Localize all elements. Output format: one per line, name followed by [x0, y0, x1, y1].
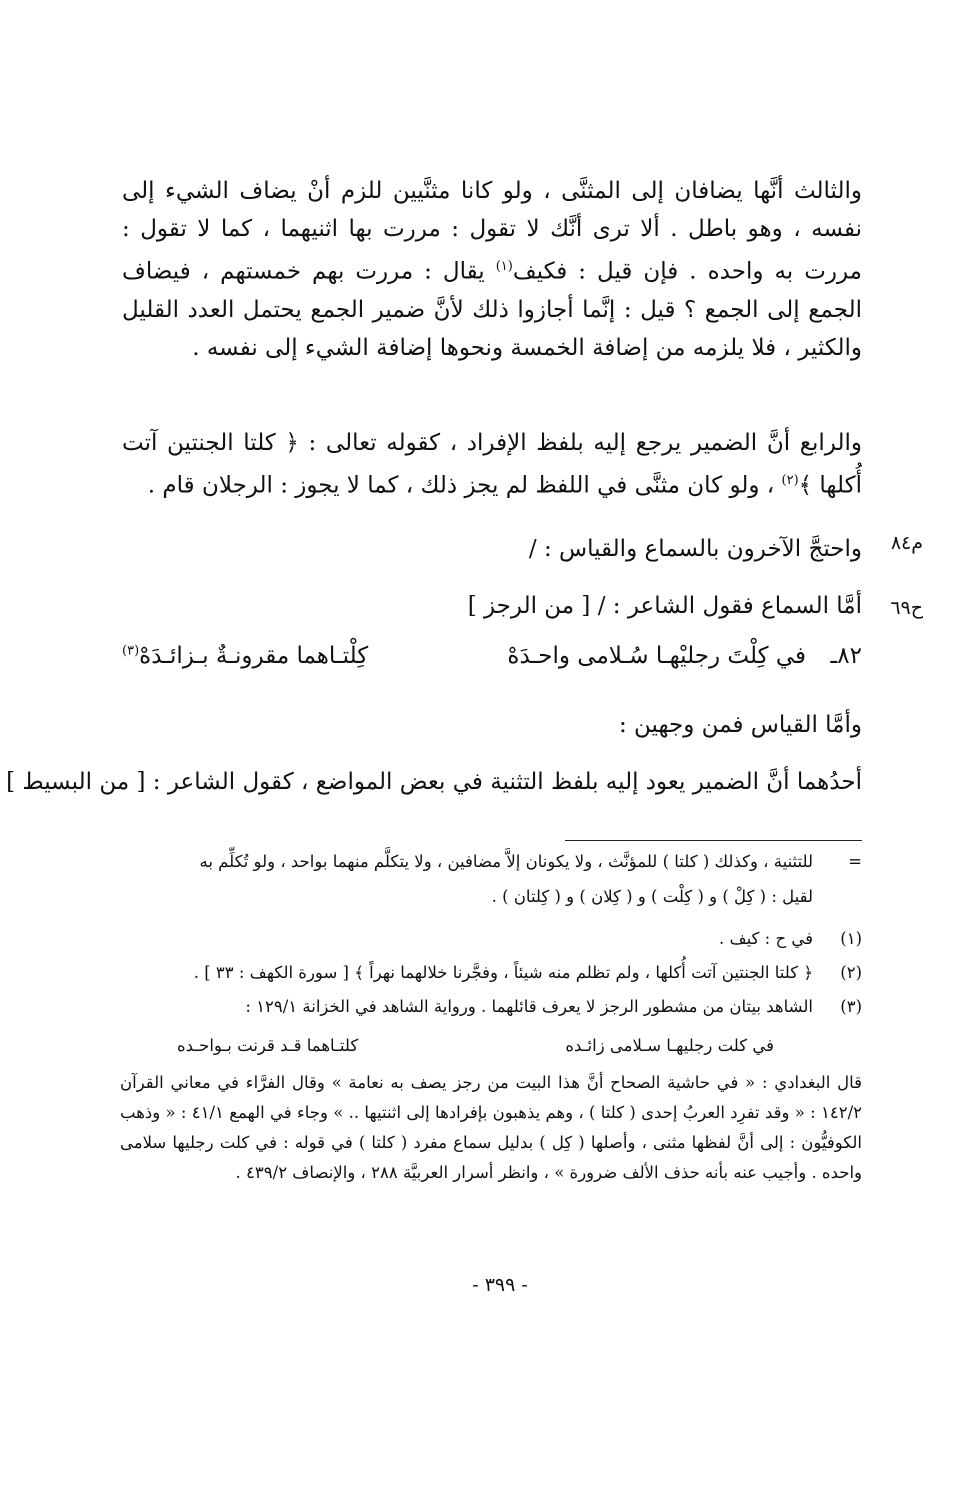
footnote-divider	[565, 840, 862, 841]
footnote-commentary: قال البغدادي : « في حاشية الصحاح أنَّ هذا البيت من رجز يصف به نعامة » وقال الفرَّاء في معاني القرآن ١٤٢/٢ : « وقد تفرِد العربُ إحدى ( كلتا ) ، وهم يذهبون بإفرادها إلى اثنتيها .. » وجاء في الهمع ٤١/١ : « وذهب الكوفيُّون : إلى أنَّ لفظها مثنى ، وأصلها ( كِل ) بدليل سماع مفرد ( كلتا ) في قوله : في كلت رجليها سلامى واحده . وأجيب عنه بأنه حذف الألف ضرورة » ، وانظر أسرار العربيَّة ٢٨٨ ، والإنصاف ٤٣٩/٢ .	[120, 1073, 862, 1182]
footnote-text-2: ﴿ كلتا الجنتين آتت أُكلها ، ولم تظلم منه شيئاً ، وفجَّرنا خلالهما نهراً ﴾ [ سورة الكهف : ٣٣ ] .	[193, 963, 813, 982]
footnote-number-2: (٢)	[840, 963, 862, 982]
paragraph-text: والرابع أنَّ الضمير يرجع إليه بلفظ الإفراد ، كقوله تعالى : ﴿ كلتا الجنتين آتت أُكلها ﴾	[122, 430, 862, 499]
text-line-others-argued: واحتجَّ الآخرون بالسماع والقياس : /	[528, 536, 862, 562]
paragraph-text-cont: يقال : مررت بهم خمستهم ، فيضاف الجمع إلى الجمع ؟ قيل : إنَّما أجازوا ذلك لأنَّ ضمير الجمع يحتمل العدد القليل والكثير ، فلا يلزمه من إضافة الخمسة ونحوها إضافة الشيء إلى نفسه .	[122, 258, 862, 361]
footnote-continuation-line: للتثنية ، وكذلك ( كلتا ) للمؤنَّث ، ولا يكونان إلاَّ مضافين ، ولا يتكلَّم منهما بواحد ، ولو تُكلِّم به	[199, 852, 813, 871]
verse-second-hemistich-text: كِلْتـاهما مقرونـةٌ بـزائـدَهْ	[139, 643, 369, 669]
margin-ref-m84: م٨٤	[890, 532, 923, 554]
footnote-number-3: (٣)	[840, 997, 862, 1016]
text-line-hearing: أمَّا السماع فقول الشاعر : / [ من الرجز ]	[467, 593, 862, 619]
page-number: - ٣٩٩ -	[472, 1274, 528, 1296]
verse-first-hemistich: في كِلْتَ رجليْهـا سُـلامى واحـدَهْ	[507, 643, 806, 669]
paragraph-text-cont: ، ولو كان مثنَّى في اللفظ لم يجز ذلك ، كما لا يجوز : الرجلان قام .	[147, 472, 775, 499]
footnote-continuation-marker: =	[848, 852, 862, 871]
footnote-ref-1: (١)	[495, 259, 513, 274]
paragraph-text: والثالث أنَّها يضافان إلى المثنَّى ، ولو كانا مثنَّيين للزم أنْ يضاف الشيء إلى نفسه ، وهو باطل . ألا ترى أنَّك لا تقول : مررت بها اثنيهما ، كما لا تقول : مررت به واحده . فإن قيل : فكيف	[122, 178, 862, 285]
paragraph-fourth-argument	[122, 424, 862, 505]
footnote-text-1: في ح : كيف .	[719, 929, 813, 948]
paragraph-third-argument	[122, 172, 862, 367]
text-line-first-aspect: أحدُهما أنَّ الضمير يعود إليه بلفظ التثنية في بعض المواضع ، كقول الشاعر : [ من البسيط ]	[6, 769, 862, 795]
footnote-number-1: (١)	[840, 929, 862, 948]
margin-ref-h69: ح٦٩	[890, 597, 923, 619]
footnote-ref-2: (٢)	[781, 473, 799, 488]
footnote-ref-3: (٣)	[122, 643, 140, 659]
footnote-continuation-line: لقيل : ( كِلْ ) و ( كِلْت ) و ( كِلان ) و ( كِلتان ) .	[491, 887, 813, 906]
verse-82	[122, 643, 862, 687]
footnote-text-3: الشاهد بيتان من مشطور الرجز لا يعرف قائلهما . ورواية الشاهد في الخزانة ١٢٩/١ :	[245, 997, 813, 1016]
footnote-verse-first-hemistich: في كلت رجليهـا سـلامى زائـده	[565, 1036, 774, 1055]
verse-second-hemistich	[122, 643, 368, 669]
footnote-verse-second-hemistich: كلتـاهما قـد قرنت بـواحـده	[177, 1036, 359, 1055]
verse-number: ٨٢ـ	[830, 643, 862, 669]
text-line-analogy: وأمَّا القياس فمن وجهين :	[618, 712, 862, 738]
